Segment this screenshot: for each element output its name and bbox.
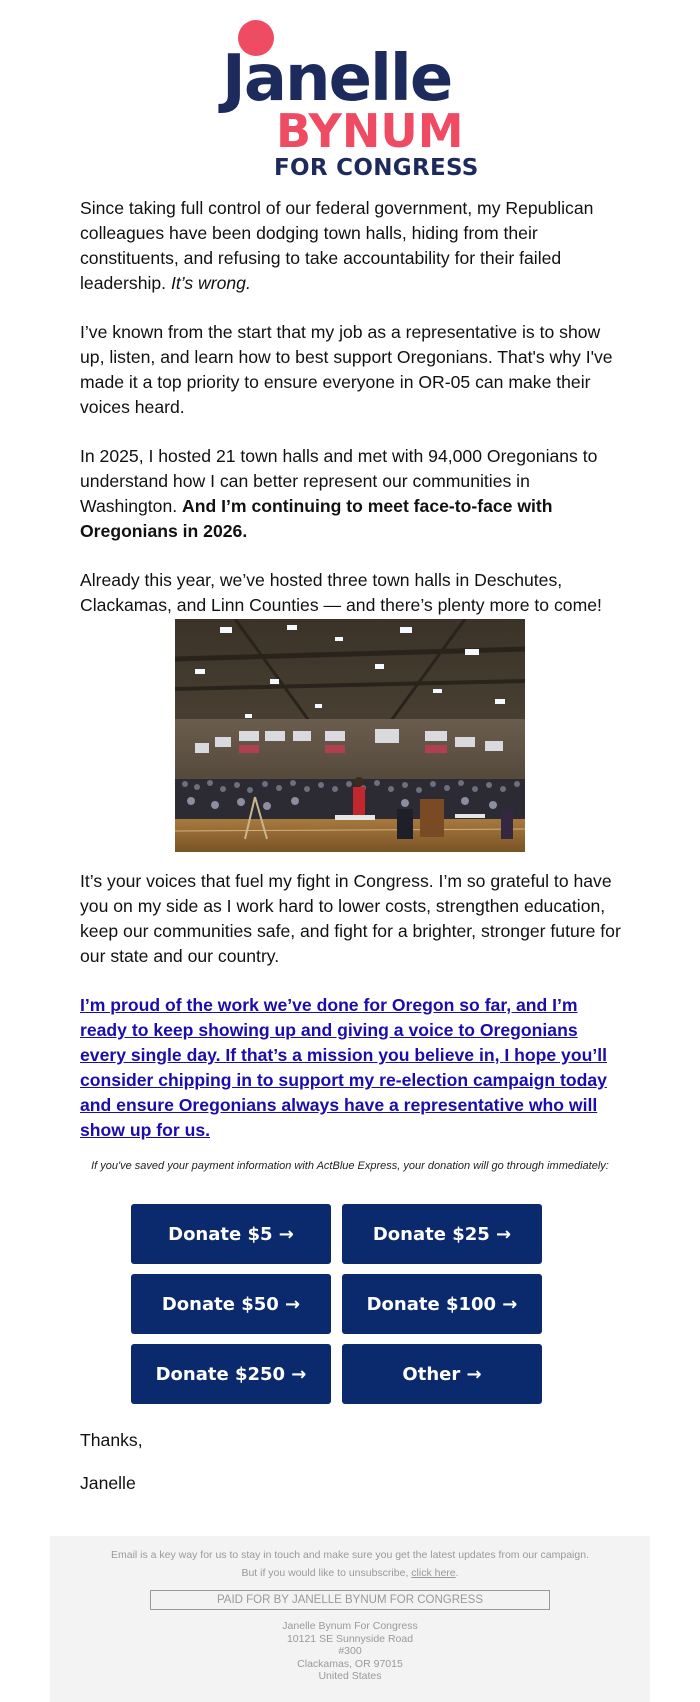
signoff <box>80 1428 625 1514</box>
town-hall-photo <box>175 619 525 852</box>
paragraph-5: It’s your voices that fuel my fight in Congress. I’m so grateful to have you on my side as I work hard to lower costs, strengthen education, keep our communities safe, and fight for a brighter, stronger future for our state and our country. <box>80 871 621 966</box>
address-line: United States <box>318 1670 382 1682</box>
paid-for-disclaimer: PAID FOR BY JANELLE BYNUM FOR CONGRESS <box>150 1590 550 1610</box>
signoff-name: Janelle <box>80 1473 136 1493</box>
donate-25-button[interactable]: Donate $25 → <box>342 1204 542 1264</box>
address-line: Clackamas, OR 97015 <box>297 1657 403 1670</box>
actblue-express-note: If you've saved your payment information with ActBlue Express, your donation will go through immediately: <box>91 1160 609 1172</box>
unsubscribe-link[interactable]: click here <box>411 1567 456 1579</box>
logo-subtitle: FOR CONGRESS <box>274 155 479 181</box>
footer-line-1: Email is a key way for us to stay in touch and make sure you get the latest updates from our campaign. <box>111 1549 589 1561</box>
mailing-address <box>50 1620 650 1683</box>
paragraph-3-bold: And I’m continuing to meet face-to-face with Oregonians in 2026. <box>80 496 553 541</box>
paragraph-3-text: In 2025, I hosted 21 town halls and met with 94,000 Oregonians to understand how I can better represent our communities in Washington. <box>80 446 598 516</box>
footer-unsubscribe-prefix: But if you would like to unsubscribe, <box>241 1567 412 1579</box>
logo-last-name: BYNUM <box>276 104 464 158</box>
donate-5-button[interactable]: Donate $5 → <box>131 1204 331 1264</box>
paragraph-4: Already this year, we’ve hosted three town halls in Deschutes, Clackamas, and Linn Counties — and there’s plenty more to come! <box>80 570 602 615</box>
donate-cta-link[interactable]: I’m proud of the work we’ve done for Oregon so far, and I’m ready to keep showing up and giving a voice to Oregonians every single day. If that’s a mission you believe in, I hope you’ll consider chipping in to support my re-election campaign today and ensure Oregonians always have a representative who will show up for us. <box>80 995 607 1140</box>
email-body-continued <box>80 869 625 1143</box>
address-line: Janelle Bynum For Congress <box>282 1620 418 1632</box>
paragraph-1 <box>80 196 625 296</box>
paragraph-2: I’ve known from the start that my job as a representative is to show up, listen, and learn how to best support Oregonians. That's why I've made it a top priority to ensure everyone in OR-05 can make their voices heard. <box>80 322 613 417</box>
donate-50-button[interactable]: Donate $50 → <box>131 1274 331 1334</box>
footer-line-2 <box>50 1564 650 1582</box>
address-line: #300 <box>338 1645 362 1657</box>
footer-unsubscribe-suffix: . <box>455 1567 459 1579</box>
donate-other-button[interactable]: Other → <box>342 1344 542 1404</box>
paragraph-1-text: Since taking full control of our federal government, my Republican colleagues have been dodging town halls, hiding from their constituents, and refusing to take accountability for their failed leadership. <box>80 198 594 293</box>
email-footer <box>50 1536 650 1702</box>
signoff-thanks: Thanks, <box>80 1430 143 1450</box>
donate-250-button[interactable]: Donate $250 → <box>131 1344 331 1404</box>
address-line: 10121 SE Sunnyside Road <box>286 1632 414 1645</box>
campaign-logo <box>220 18 480 184</box>
email-body <box>80 196 625 642</box>
paragraph-3 <box>80 444 625 544</box>
donate-100-button[interactable]: Donate $100 → <box>342 1274 542 1334</box>
logo-first-name: Janelle <box>222 42 452 116</box>
paragraph-1-emphasis: It’s wrong. <box>170 273 251 293</box>
